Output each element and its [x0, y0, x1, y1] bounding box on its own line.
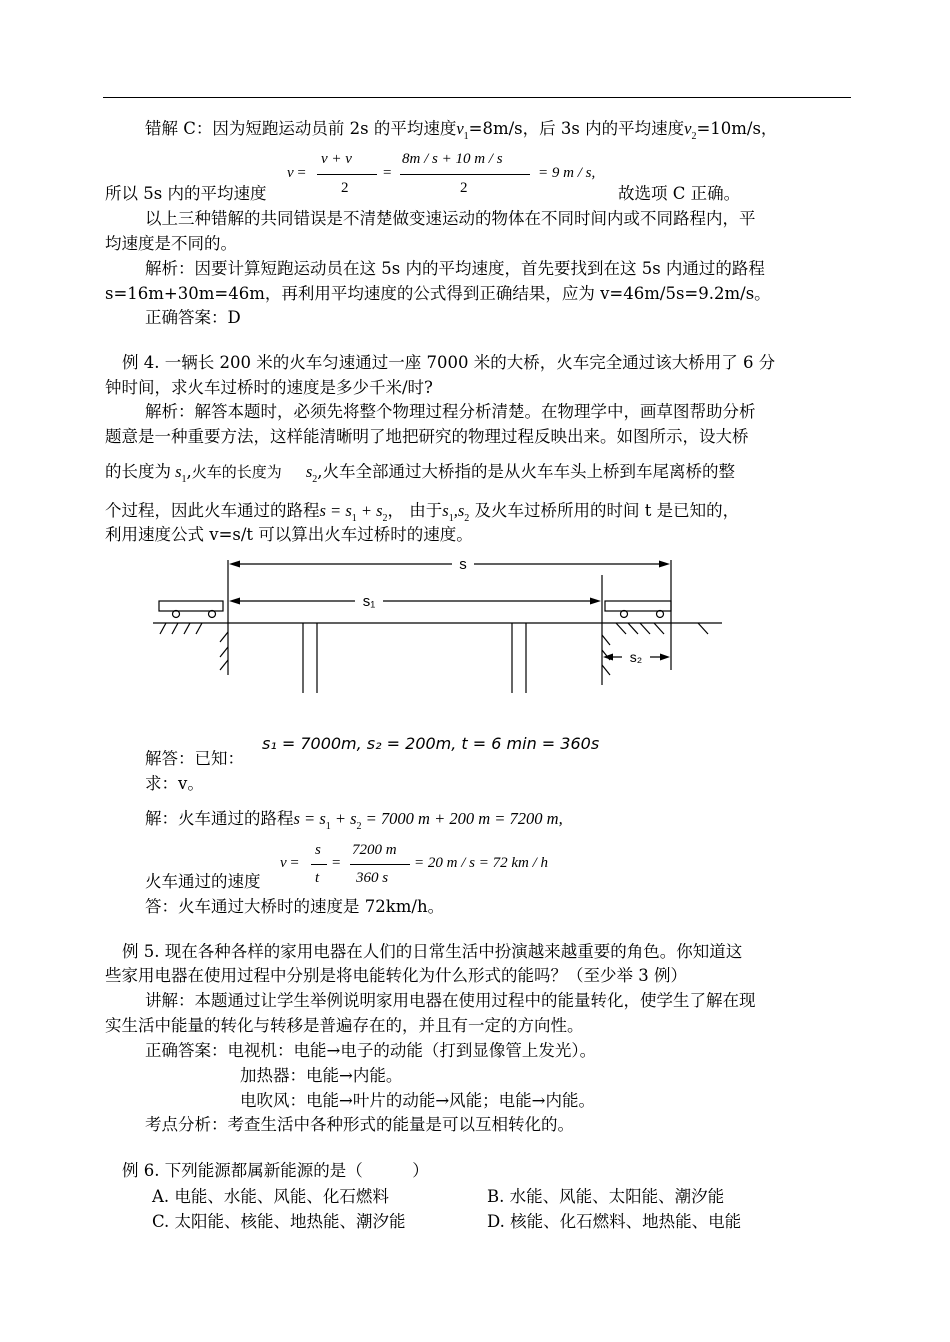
speed-den-2: 360 s	[356, 870, 389, 886]
line-common-error-2: 均速度是不同的。	[105, 234, 237, 253]
example-5-point: 考点分析：考查生活中各种形式的能量是可以互相转化的。	[145, 1115, 574, 1134]
example-4-title-2: 钟时间，求火车过桥时的速度是多少千米/时?	[105, 378, 433, 397]
solution-speed-label: 火车通过的速度	[145, 872, 261, 891]
speed-frac-bar-2	[350, 864, 410, 865]
left-abutment-hatch	[220, 632, 228, 670]
left-bank-hatch	[160, 623, 202, 634]
example-5-answer-heater: 加热器：电能→内能。	[240, 1066, 403, 1085]
example-6-option-c: C. 太阳能、核能、地热能、潮汐能	[152, 1212, 406, 1231]
example-5-title-2: 些家用电器在使用过程中分别是将电能转化为什么形式的能吗？（至少举 3 例）	[105, 966, 687, 985]
s-arrow-head-left	[229, 561, 240, 568]
example-4-analysis-2: 题意是一种重要方法，这样能清晰明了地把研究的物理过程反映出来。如图所示，设大桥	[105, 427, 749, 446]
avg-denominator-1: 2	[341, 180, 349, 196]
s1-arrow-head-left	[229, 598, 240, 605]
speed-den-1: t	[315, 870, 320, 886]
example-5-explain: 讲解：本题通过让学生举例说明家用电器在使用过程中的能量转化，使学生了解在现	[145, 991, 756, 1010]
speed-num-2: 7200 m	[352, 842, 397, 858]
example-6-option-d: D. 核能、化石燃料、地热能、电能	[487, 1212, 742, 1231]
solution-given-label: 解答：已知：	[145, 749, 244, 768]
bridge-train-diagram	[0, 550, 950, 750]
line-answer-d: 正确答案：D	[145, 308, 241, 327]
line-analysis: 解析：因要计算短跑运动员在这 5s 内的平均速度，首先要找到在这 5s 内通过的路程	[145, 259, 765, 278]
speed-result: = 20 m / s = 72 km / h	[414, 855, 548, 871]
speed-frac-bar-1	[311, 864, 327, 865]
s1-label: s₁	[362, 593, 376, 610]
example-4-analysis: 解析：解答本题时，必须先将整个物理过程分析清楚。在物理学中，画草图帮助分析	[145, 402, 756, 421]
solution-answer: 答：火车通过大桥时的速度是 72km/h。	[145, 897, 445, 916]
speed-num-1: s	[315, 842, 321, 858]
example-5-title: 例 5. 现在各种各样的家用电器在人们的日常生活中扮演越来越重要的角色。你知道这	[122, 942, 743, 961]
s-label: s	[459, 556, 467, 573]
avg-result: = 9 m / s,	[538, 165, 596, 181]
example-5-answer-tv: 正确答案：电视机：电能→电子的动能（打到显像管上发光）。	[145, 1041, 597, 1060]
header-rule	[103, 97, 851, 98]
line-common-error: 以上三种错解的共同错误是不清楚做变速运动的物体在不同时间内或不同路程内，平	[145, 209, 756, 228]
train-left-body	[159, 601, 223, 611]
s2-label: s₂	[629, 649, 643, 665]
line-avg-label: 所以 5s 内的平均速度	[105, 184, 267, 203]
right-bank-hatch	[616, 623, 708, 634]
example-4-title: 例 4. 一辆长 200 米的火车匀速通过一座 7000 米的大桥，火车完全通过该大桥用了 6 分	[122, 353, 776, 372]
train-right-body	[605, 601, 671, 611]
s1-arrow-head-right	[590, 598, 601, 605]
s2-arrow-head-left	[603, 654, 613, 661]
s-arrow-head-right	[659, 561, 670, 568]
example-4-analysis-3: 的长度为 $s_1$,火车的长度为 $s_2$,火车全部通过大桥指的是从火车车头上桥到车尾离桥的整	[105, 462, 735, 485]
example-6-option-a: A. 电能、水能、风能、化石燃料	[152, 1187, 389, 1206]
solution-given-formula: s₁ = 7000m, s₂ = 200m, t = 6 min = 360s	[262, 734, 600, 753]
avg-denominator-2: 2	[460, 180, 468, 196]
example-5-answer-dryer: 电吹风：电能→叶片的动能→风能；电能→内能。	[240, 1091, 595, 1110]
line-analysis-2: s=16m+30m=46m，再利用平均速度的公式得到正确结果，应为 v=46m/5s=9.2m/s。	[105, 284, 771, 303]
s2-arrow-head-right	[660, 654, 670, 661]
speed-lhs: v =	[280, 855, 299, 871]
avg-numerator-2: 8m / s + 10 m / s	[402, 151, 503, 167]
pier-left	[303, 623, 317, 693]
solution-find: 求：v。	[145, 774, 204, 793]
example-6-option-b: B. 水能、风能、太阳能、潮汐能	[487, 1187, 725, 1206]
example-5-explain-2: 实生活中能量的转化与转移是普遍存在的，并且有一定的方向性。	[105, 1016, 584, 1035]
example-4-analysis-4: 个过程，因此火车通过的路程$s = s_1 + s_2$， 由于$s_1,s_2$ 及火车过桥所用的时间 t 是已知的，	[105, 501, 740, 524]
example-4-analysis-5: 利用速度公式 v=s/t 可以算出火车过桥时的速度。	[105, 525, 473, 544]
avg-numerator-1: v + v	[321, 151, 352, 167]
example-6-title: 例 6. 下列能源都属新能源的是（ ）	[122, 1161, 429, 1180]
avg-v-lhs: v =	[287, 165, 306, 181]
pier-right	[512, 623, 526, 693]
solution-distance: 解：火车通过的路程$s = s_1 + s_2 = 7000$ m + 200 m = 7200 m,	[145, 809, 563, 832]
frac-bar-1	[317, 174, 377, 175]
avg-eq-1: =	[383, 165, 392, 181]
v2-symbol: $v_2$	[684, 119, 697, 142]
frac-bar-2	[400, 174, 530, 175]
speed-eq: =	[332, 855, 341, 871]
v1-symbol: $v_1$	[456, 119, 469, 142]
line-wrong-c: 错解 C：因为短跑运动员前 2s 的平均速度$v_1=8m/s$，后 3s 内的平均速度$v_2=10m/s$，	[145, 119, 778, 142]
line-option-c: 故选项 C 正确。	[618, 184, 741, 203]
